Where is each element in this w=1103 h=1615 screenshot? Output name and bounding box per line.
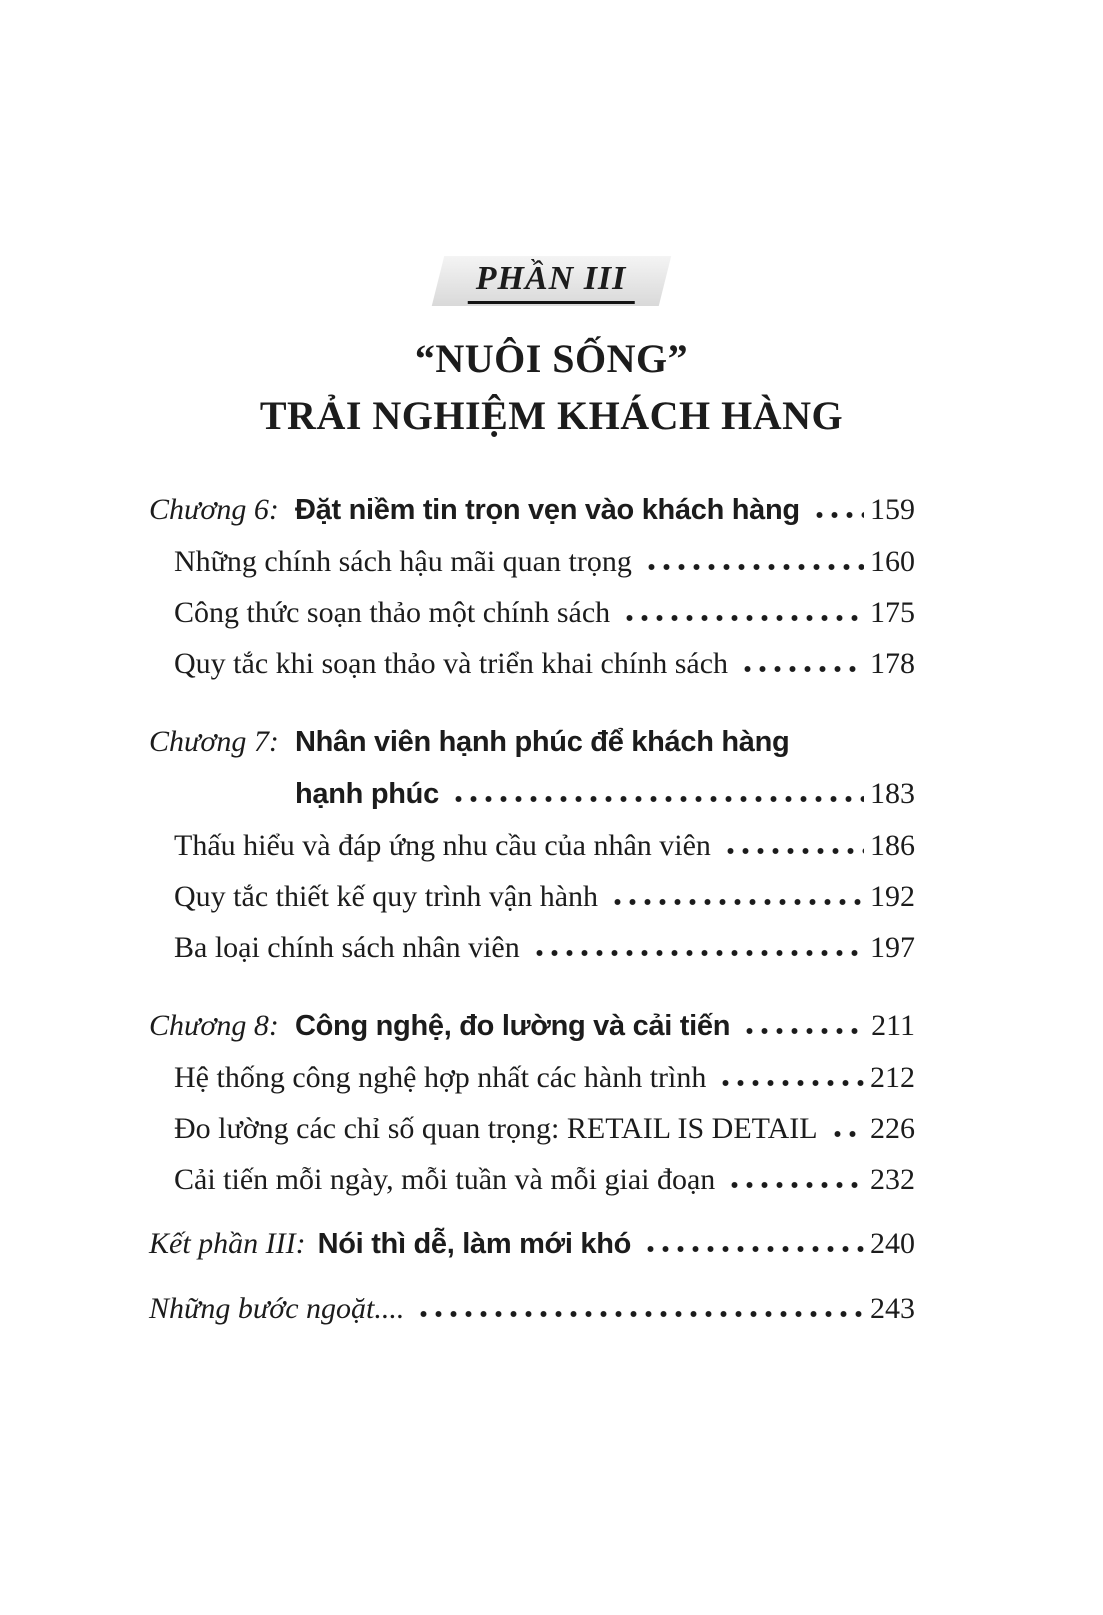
chapter-title-line2: hạnh phúc — [295, 778, 439, 810]
chapter-prefix: Chương 6: — [149, 493, 279, 526]
page-number: 186 — [870, 829, 915, 862]
page-number: 192 — [870, 880, 915, 913]
dot-leader — [451, 795, 864, 803]
toc-section-chapter-8 — [149, 1000, 915, 1205]
dot-leader — [643, 1245, 864, 1253]
toc-item-row — [149, 871, 915, 922]
item-title: Quy tắc thiết kế quy trình vận hành — [174, 880, 599, 913]
dot-leader — [718, 1079, 864, 1087]
part-badge-label: PHẦN III — [468, 260, 635, 304]
item-title: Công thức soạn thảo một chính sách — [174, 596, 611, 629]
item-title: Đo lường các chỉ số quan trọng: RETAIL IS DETAIL — [174, 1112, 818, 1145]
toc-item-row — [149, 638, 915, 689]
page-number: 232 — [870, 1163, 915, 1196]
dot-leader — [644, 563, 864, 571]
item-title: Thấu hiểu và đáp ứng nhu cầu của nhân viên — [174, 829, 711, 862]
dot-leader — [723, 847, 864, 855]
toc-section-chapter-6 — [149, 484, 915, 689]
part-title-line1: “NUÔI SỐNG” — [414, 336, 689, 381]
page-number: 211 — [871, 1009, 915, 1042]
toc-section-chapter-7 — [149, 716, 915, 973]
toc-epilogue-row — [149, 1283, 915, 1334]
chapter-title: Công nghệ, đo lường và cải tiến — [295, 1010, 731, 1042]
page-number: 212 — [870, 1061, 915, 1094]
dot-leader — [830, 1130, 864, 1138]
toc-item-row — [149, 1103, 915, 1154]
dot-leader — [532, 949, 864, 957]
toc-item-row — [149, 1154, 915, 1205]
dot-leader — [610, 898, 864, 906]
toc-chapter-row — [149, 716, 915, 768]
item-title: Hệ thống công nghệ hợp nhất các hành trình — [174, 1061, 707, 1094]
toc-part-conclusion-row — [149, 1218, 915, 1270]
toc-item-row — [149, 922, 915, 973]
conclusion-prefix: Kết phần III: — [149, 1227, 306, 1260]
dot-leader — [812, 511, 864, 519]
dot-leader — [742, 1027, 865, 1035]
chapter-prefix: Chương 7: — [149, 725, 279, 758]
page-number: 197 — [870, 931, 915, 964]
page-number: 183 — [870, 777, 915, 810]
toc-chapter-row-continued — [149, 768, 915, 820]
part-title — [0, 330, 1103, 444]
item-title: Ba loại chính sách nhân viên — [174, 931, 520, 964]
page-number: 178 — [870, 647, 915, 680]
toc-item-row — [149, 1052, 915, 1103]
epilogue-title: Những bước ngoặt.... — [149, 1292, 405, 1325]
item-title: Cải tiến mỗi ngày, mỗi tuần và mỗi giai đoạn — [174, 1163, 716, 1196]
part-badge — [432, 256, 671, 306]
page-number: 243 — [870, 1292, 915, 1325]
toc-item-row — [149, 536, 915, 587]
table-of-contents — [149, 484, 915, 1334]
page-number: 240 — [870, 1227, 915, 1260]
toc-chapter-row — [149, 484, 915, 536]
dot-leader — [622, 614, 864, 622]
part-badge-wrap — [0, 256, 1103, 306]
dot-leader — [416, 1310, 864, 1318]
chapter-title: Đặt niềm tin trọn vẹn vào khách hàng — [295, 494, 800, 526]
conclusion-title: Nói thì dễ, làm mới khó — [317, 1228, 632, 1260]
toc-item-row — [149, 587, 915, 638]
page-number: 160 — [870, 545, 915, 578]
dot-leader — [740, 665, 864, 673]
page-number: 175 — [870, 596, 915, 629]
page-number: 159 — [870, 493, 915, 526]
chapter-title-line1: Nhân viên hạnh phúc để khách hàng — [295, 726, 790, 758]
page-number: 226 — [870, 1112, 915, 1145]
toc-chapter-row — [149, 1000, 915, 1052]
chapter-prefix: Chương 8: — [149, 1009, 279, 1042]
item-title: Những chính sách hậu mãi quan trọng — [174, 545, 632, 578]
dot-leader — [727, 1181, 864, 1189]
part-title-line2: TRẢI NGHIỆM KHÁCH HÀNG — [259, 393, 844, 438]
item-title: Quy tắc khi soạn thảo và triển khai chính sách — [174, 647, 729, 680]
toc-item-row — [149, 820, 915, 871]
